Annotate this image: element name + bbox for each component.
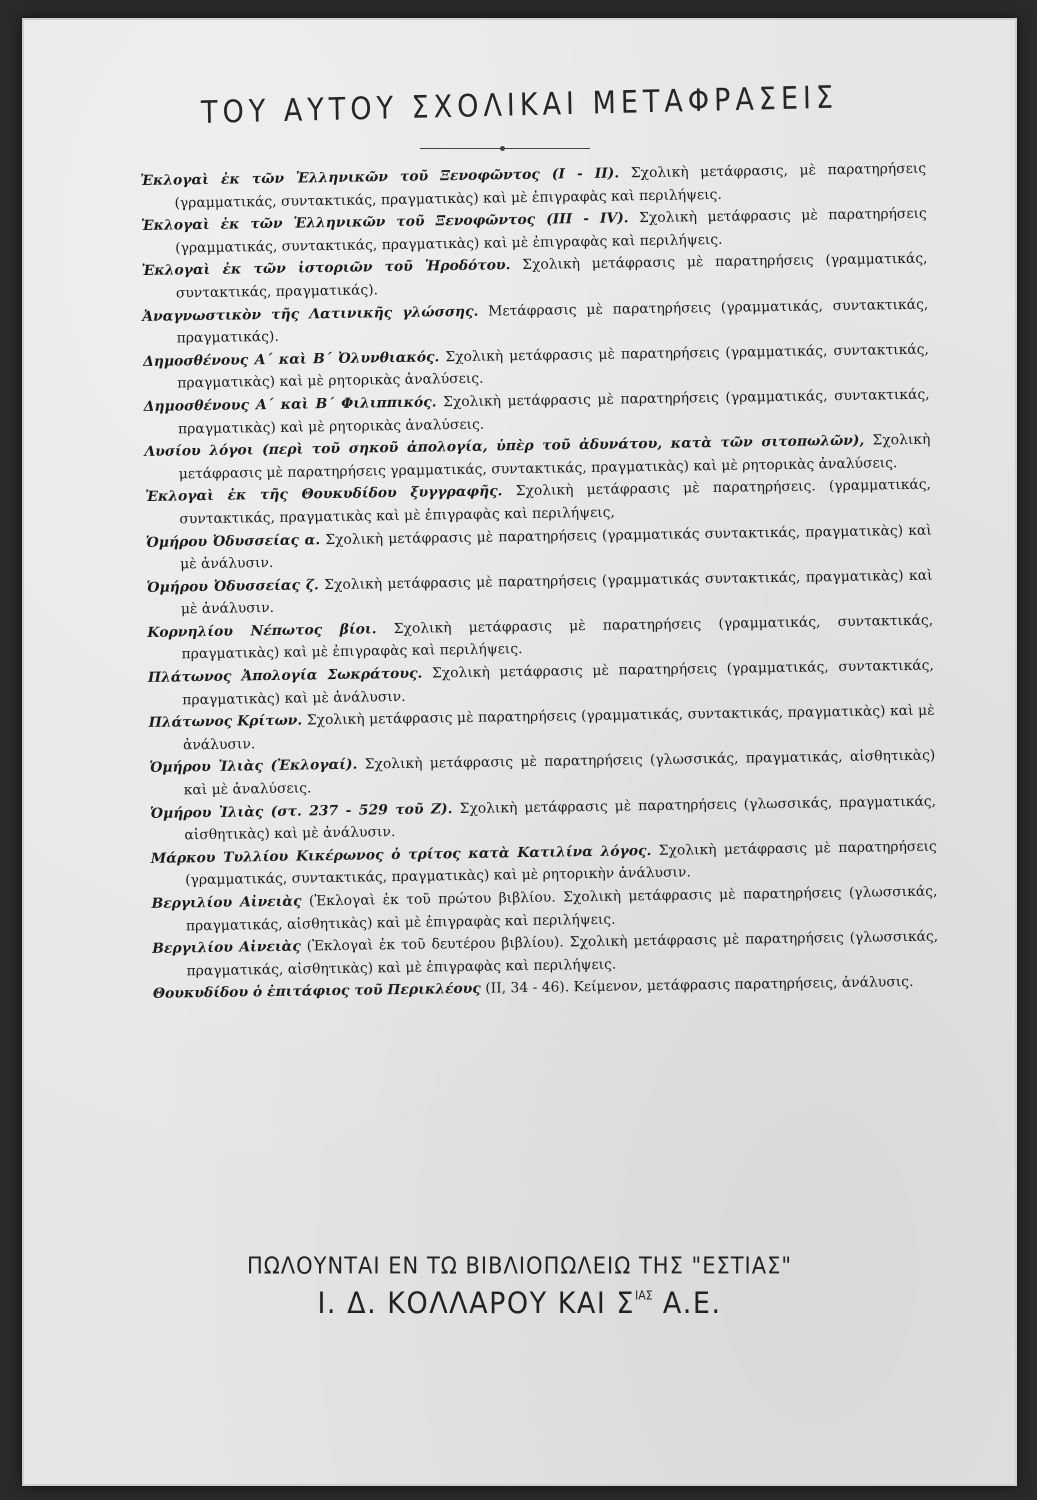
entry-text: Σχολικὴ μετάφρασις μὲ παρατηρήσεις (γραμματικάς, συντακτικάς, πραγματικάς). bbox=[175, 251, 928, 302]
title-divider bbox=[420, 148, 590, 149]
entry-title: Λυσίου λόγοι (περὶ τοῦ σηκοῦ ἀπολογία, ὑπὲρ τοῦ ἀδυνάτου, κατὰ τῶν σιτοπωλῶν), bbox=[144, 432, 865, 461]
entry-text: Σχολικὴ μετάφρασις μὲ παρατηρήσεις (γραμματικάς, συντακτικάς, πραγματικὰς) καὶ μὲ ἐπιγραφὰς καὶ περιλήψεις. bbox=[181, 612, 934, 663]
book-back-cover bbox=[22, 18, 1017, 1486]
entry-text: Σχολικὴ μετάφρασις μὲ παρατηρήσεις (γραμματικάς, συντακτικάς, πραγματικὰς) καὶ μὲ ρητορικὰς ἀναλύσεις. bbox=[177, 386, 930, 437]
entry-title: Ἀναγνωστικὸν τῆς Λατινικῆς γλώσσης. bbox=[142, 303, 479, 325]
entry-text: Σχολικὴ μετάφρασις μὲ παρατηρήσεις (γλωσσικάς, πραγματικάς, αἰσθητικὰς) καὶ μὲ ἀνάλυσιν. bbox=[184, 793, 937, 844]
footer-line-2 bbox=[22, 1286, 1017, 1320]
entry-text: (Ἐκλογαὶ ἐκ τοῦ δευτέρου βιβλίου). Σχολικὴ μετάφρασις μὲ παρατηρήσεις (γλωσσικάς, πραγματικάς, αἰσθητικὰς) καὶ μὲ ἐπιγραφὰς καὶ περιλήψεις. bbox=[186, 928, 939, 980]
publisher-name-superscript: ΙΑΣ bbox=[635, 1288, 653, 1303]
entry-title: Ἐκλογαὶ ἐκ τῶν Ἑλληνικῶν τοῦ Ξενοφῶντος (Ι - ΙΙ). bbox=[140, 165, 620, 189]
entry-title: Ὁμήρου Ἰλιὰς (Ἐκλογαί). bbox=[149, 757, 358, 777]
header bbox=[22, 80, 1017, 131]
entry-title: Ὁμήρου Ὀδυσσείας ζ. bbox=[146, 576, 319, 596]
entry-title: Δημοσθένους Α΄ καὶ Β΄ Ὀλυνθιακός. bbox=[142, 349, 440, 370]
entry-text: Σχολικὴ μετάφρασις μὲ παρατηρήσεις γραμματικάς, συντακτικάς, πραγματικὰς) καὶ μὲ ρητορικὰς ἀναλύσεις. bbox=[178, 431, 931, 483]
entry-text: Σχολικὴ μετάφρασις, μὲ παρατηρήσεις (γραμματικάς, συντακτικάς, πραγματικὰς) καὶ μὲ ἐπιγραφὰς καὶ περιλήψεις. bbox=[174, 160, 927, 212]
entry-title: Πλάτωνος Κρίτων. bbox=[148, 712, 303, 732]
publisher-name: Ι. Δ. ΚΟΛΛΑΡΟΥ ΚΑΙ Σ bbox=[317, 1286, 635, 1321]
entry-title: Κορνηλίου Νέπωτος βίοι. bbox=[147, 621, 377, 641]
entry-text: Σχολικὴ μετάφρασις μὲ παρατηρήσεις (γραμματικάς, συντακτικάς, πραγματικὰς) καὶ μὲ ἐπιγραφὰς καὶ περιλήψεις. bbox=[175, 205, 927, 257]
entry-title: Βεργιλίου Αἰνειὰς bbox=[151, 893, 302, 912]
page-title: ΤΟΥ ΑΥΤΟΥ ΣΧΟΛΙΚΑΙ ΜΕΤΑΦΡΑΣΕΙΣ bbox=[200, 80, 839, 131]
publisher-suffix: Α.Ε. bbox=[662, 1286, 722, 1321]
entry-text: Σχολικὴ μετάφρασις μὲ παρατηρήσεις (γραμματικάς, συντακτικάς, πραγματικὰς) καὶ μὲ ρητορικὰς ἀναλύσεις. bbox=[177, 341, 930, 392]
entry-title: Θουκυδίδου ὁ ἐπιτάφιος τοῦ Περικλέους bbox=[152, 981, 481, 1003]
entry-title: Ἐκλογαὶ ἐκ τῶν Ἑλληνικῶν τοῦ Ξενοφῶντος (ΙΙΙ - ΙV). bbox=[140, 210, 629, 235]
entry-text: Σχολικὴ μετάφρασις μὲ παρατηρήσεις (γραμματικάς, συντακτικάς, πραγματικὰς) καὶ μὲ ρητορικὴν ἀνάλυσιν. bbox=[185, 838, 937, 889]
entry-title: Πλάτωνος Ἀπολογία Σωκράτους. bbox=[147, 665, 423, 686]
entry-title: Ἐκλογαὶ ἐκ τῆς Θουκυδίδου ξυγγραφῆς. bbox=[145, 483, 503, 506]
entry-text: Σχολικὴ μετάφρασις μὲ παρατηρήσεις. (γραμματικάς, συντακτικάς, πραγματικὰς καὶ μὲ ἐπιγραφὰς καὶ περιλήψεις, bbox=[179, 476, 932, 528]
entry-text: Σχολικὴ μετάφρασις μὲ παρατηρήσεις (γραμματικάς συντακτικάς, πραγματικὰς) καὶ μὲ ἀνάλυσιν. bbox=[180, 522, 932, 573]
publication-list bbox=[140, 158, 939, 1006]
entry-title: Ὁμήρου Ἰλιὰς (στ. 237 - 529 τοῦ Ζ). bbox=[149, 800, 453, 822]
entry-title: Ἐκλογαὶ ἐκ τῶν ἱστοριῶν τοῦ Ἡροδότου. bbox=[141, 257, 511, 280]
entry-title: Μάρκου Τυλλίου Κικέρωνος ὁ τρίτος κατὰ Κατιλίνα λόγος. bbox=[150, 842, 652, 867]
entry-title: Ὁμήρου Ὀδυσσείας α. bbox=[145, 531, 321, 551]
entry-title: Δημοσθένους Α΄ καὶ Β΄ Φιλιππικός. bbox=[143, 394, 437, 415]
entry-text: (ΙΙ, 34 - 46). Κείμενον, μετάφρασις παρατηρήσεις, ἀνάλυσις. bbox=[485, 974, 914, 998]
entry-text: Σχολικὴ μετάφρασις μὲ παρατηρήσεις (γραμματικάς συντακτικάς, πραγματικὰς) καὶ μὲ ἀνάλυσιν. bbox=[180, 567, 933, 618]
footer-line-1: ΠΩΛΟΥΝΤΑΙ ΕΝ ΤΩ ΒΙΒΛΙΟΠΩΛΕΙΩ ΤΗΣ "ΕΣΤΙΑΣ" bbox=[246, 1252, 793, 1280]
entry-text: (Ἐκλογαὶ ἐκ τοῦ πρώτου βιβλίου. Σχολικὴ μετάφρασις μὲ παρατηρήσεις (γλωσσικάς, πραγματικάς, αἰσθητικὰς) καὶ μὲ ἐπιγραφὰς καὶ περιλήψεις. bbox=[185, 883, 938, 934]
entry-title: Βεργιλίου Αἰνειὰς bbox=[152, 938, 301, 958]
entry-text: Μετάφρασις μὲ παρατηρήσεις (γραμματικάς, συντακτικάς, πραγματικάς). bbox=[176, 296, 929, 347]
entry-text: Σχολικὴ μετάφρασις μὲ παρατηρήσεις (γλωσσικάς, πραγματικάς, αἰσθητικὰς) καὶ μὲ ἀναλύσεις. bbox=[183, 748, 936, 799]
publisher-footer bbox=[22, 1254, 1017, 1319]
entry-text: Σχολικὴ μετάφρασις μὲ παρατηρήσεις (γραμματικάς, συντακτικάς, πραγματικὰς) καὶ μὲ ἀνάλυσιν. bbox=[182, 702, 935, 754]
entry-text: Σχολικὴ μετάφρασις μὲ παρατηρήσεις (γραμματικάς, συντακτικάς, πραγματικὰς) καὶ μὲ ἀνάλυσιν. bbox=[182, 657, 935, 709]
